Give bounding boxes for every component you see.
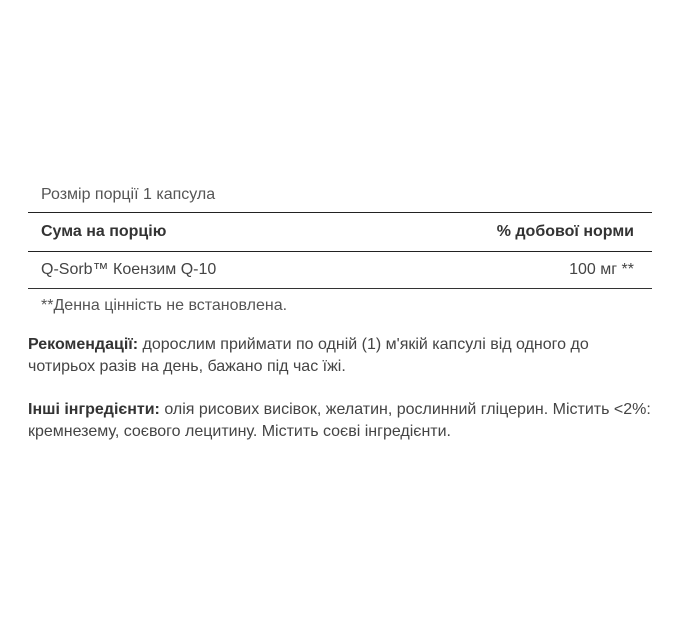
- other-ingredients-text: олія рисових висівок, желатин, рослинний гліцерин. Містить <2%: кремнезему, соєвого лецитину. Містить соєві інгредієнти.: [28, 401, 651, 440]
- footnote: **Денна цінність не встановлена.: [41, 297, 288, 314]
- recommendations-label: Рекомендації:: [28, 336, 139, 353]
- ingredient-name: Q-Sorb™ Коензим Q-10: [41, 261, 217, 278]
- recommendations-paragraph: [28, 334, 652, 378]
- supplement-facts-table: [28, 180, 652, 323]
- recommendations-text: дорослим приймати по одній (1) м'якій капсулі від одного до чотирьох разів на день, бажано під час їжі.: [28, 336, 589, 375]
- daily-value-label: % добової норми: [496, 223, 634, 240]
- serving-size: Розмір порції 1 капсула: [28, 180, 652, 213]
- other-ingredients-paragraph: [28, 399, 652, 443]
- ingredient-amount: 100 мг **: [569, 261, 634, 278]
- table-header-row: [28, 213, 652, 252]
- other-ingredients-label: Інші інгредієнти:: [28, 401, 160, 418]
- amount-per-serving-label: Сума на порцію: [41, 223, 167, 240]
- table-row: [28, 252, 652, 289]
